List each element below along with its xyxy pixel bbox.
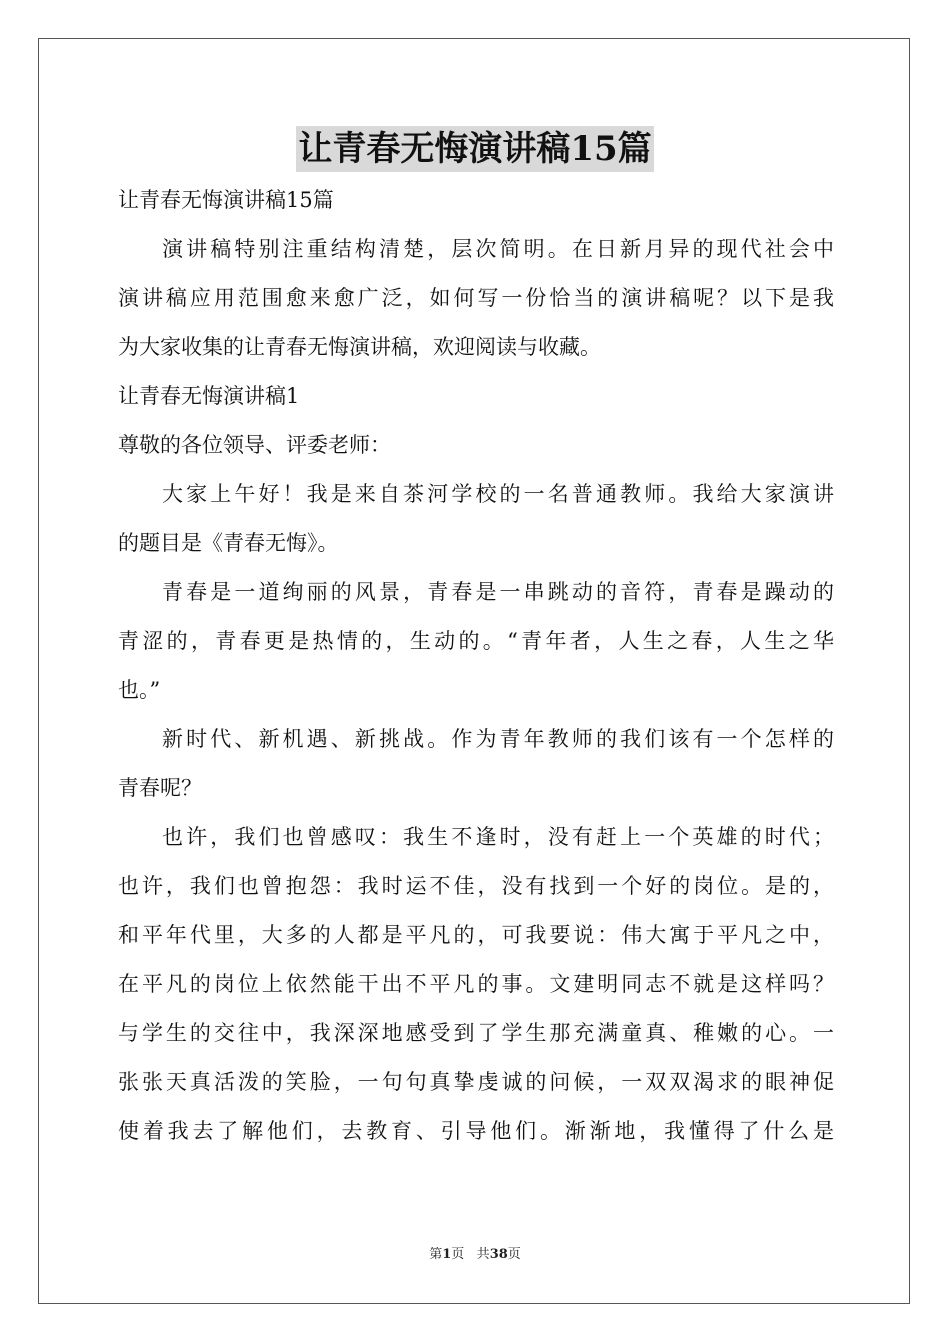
total-pages: 38 — [489, 1247, 508, 1262]
page-footer — [0, 1246, 950, 1264]
total-prefix: 共 — [476, 1247, 490, 1262]
text-line: 演讲稿应用范围愈来愈广泛，如何写一份恰当的演讲稿呢？以下是我 — [118, 286, 834, 310]
text-line: 在平凡的岗位上依然能干出不平凡的事。文建明同志不就是这样吗？ — [118, 972, 834, 996]
text-line: 与学生的交往中，我深深地感受到了学生那充满童真、稚嫩的心。一 — [118, 1021, 834, 1045]
text-line: 张张天真活泼的笑脸，一句句真挚虔诚的问候，一双双渴求的眼神促 — [118, 1070, 834, 1094]
text-line: 尊敬的各位领导、评委老师： — [118, 433, 391, 457]
total-suffix: 页 — [507, 1247, 521, 1262]
text-line: 和平年代里，大多的人都是平凡的，可我要说：伟大寓于平凡之中， — [118, 923, 834, 947]
text-line: 新时代、新机遇、新挑战。作为青年教师的我们该有一个怎样的 — [162, 727, 834, 751]
text-line: 也许，我们也曾感叹：我生不逢时，没有赶上一个英雄的时代； — [162, 825, 834, 849]
text-line: 也许，我们也曾抱怨：我时运不佳，没有找到一个好的岗位。是的， — [118, 874, 834, 898]
page-suffix: 页 — [451, 1247, 465, 1262]
page-number: 1 — [442, 1247, 452, 1262]
text-line: 青春呢？ — [118, 776, 202, 800]
text-line: 演讲稿特别注重结构清楚，层次简明。在日新月异的现代社会中 — [162, 237, 834, 261]
title-area — [0, 126, 950, 172]
document-body — [118, 176, 834, 1156]
text-line: 为大家收集的让青春无悔演讲稿，欢迎阅读与收藏。 — [118, 335, 601, 359]
text-line: 大家上午好！我是来自茶河学校的一名普通教师。我给大家演讲 — [162, 482, 834, 506]
page-prefix: 第 — [429, 1247, 443, 1262]
text-line: 的题目是《青春无悔》。 — [118, 531, 339, 555]
text-line: 让青春无悔演讲稿1 — [118, 384, 300, 408]
document-title: 让青春无悔演讲稿15篇 — [296, 126, 653, 172]
text-line: 青春是一道绚丽的风景，青春是一串跳动的音符，青春是躁动的 — [162, 580, 834, 604]
text-line: 青涩的，青春更是热情的，生动的。“青年者，人生之春，人生之华 — [118, 629, 834, 653]
text-line: 让青春无悔演讲稿15篇 — [118, 188, 334, 212]
text-line: 使着我去了解他们，去教育、引导他们。渐渐地，我懂得了什么是 — [118, 1119, 834, 1143]
text-line: 也。” — [118, 678, 161, 702]
